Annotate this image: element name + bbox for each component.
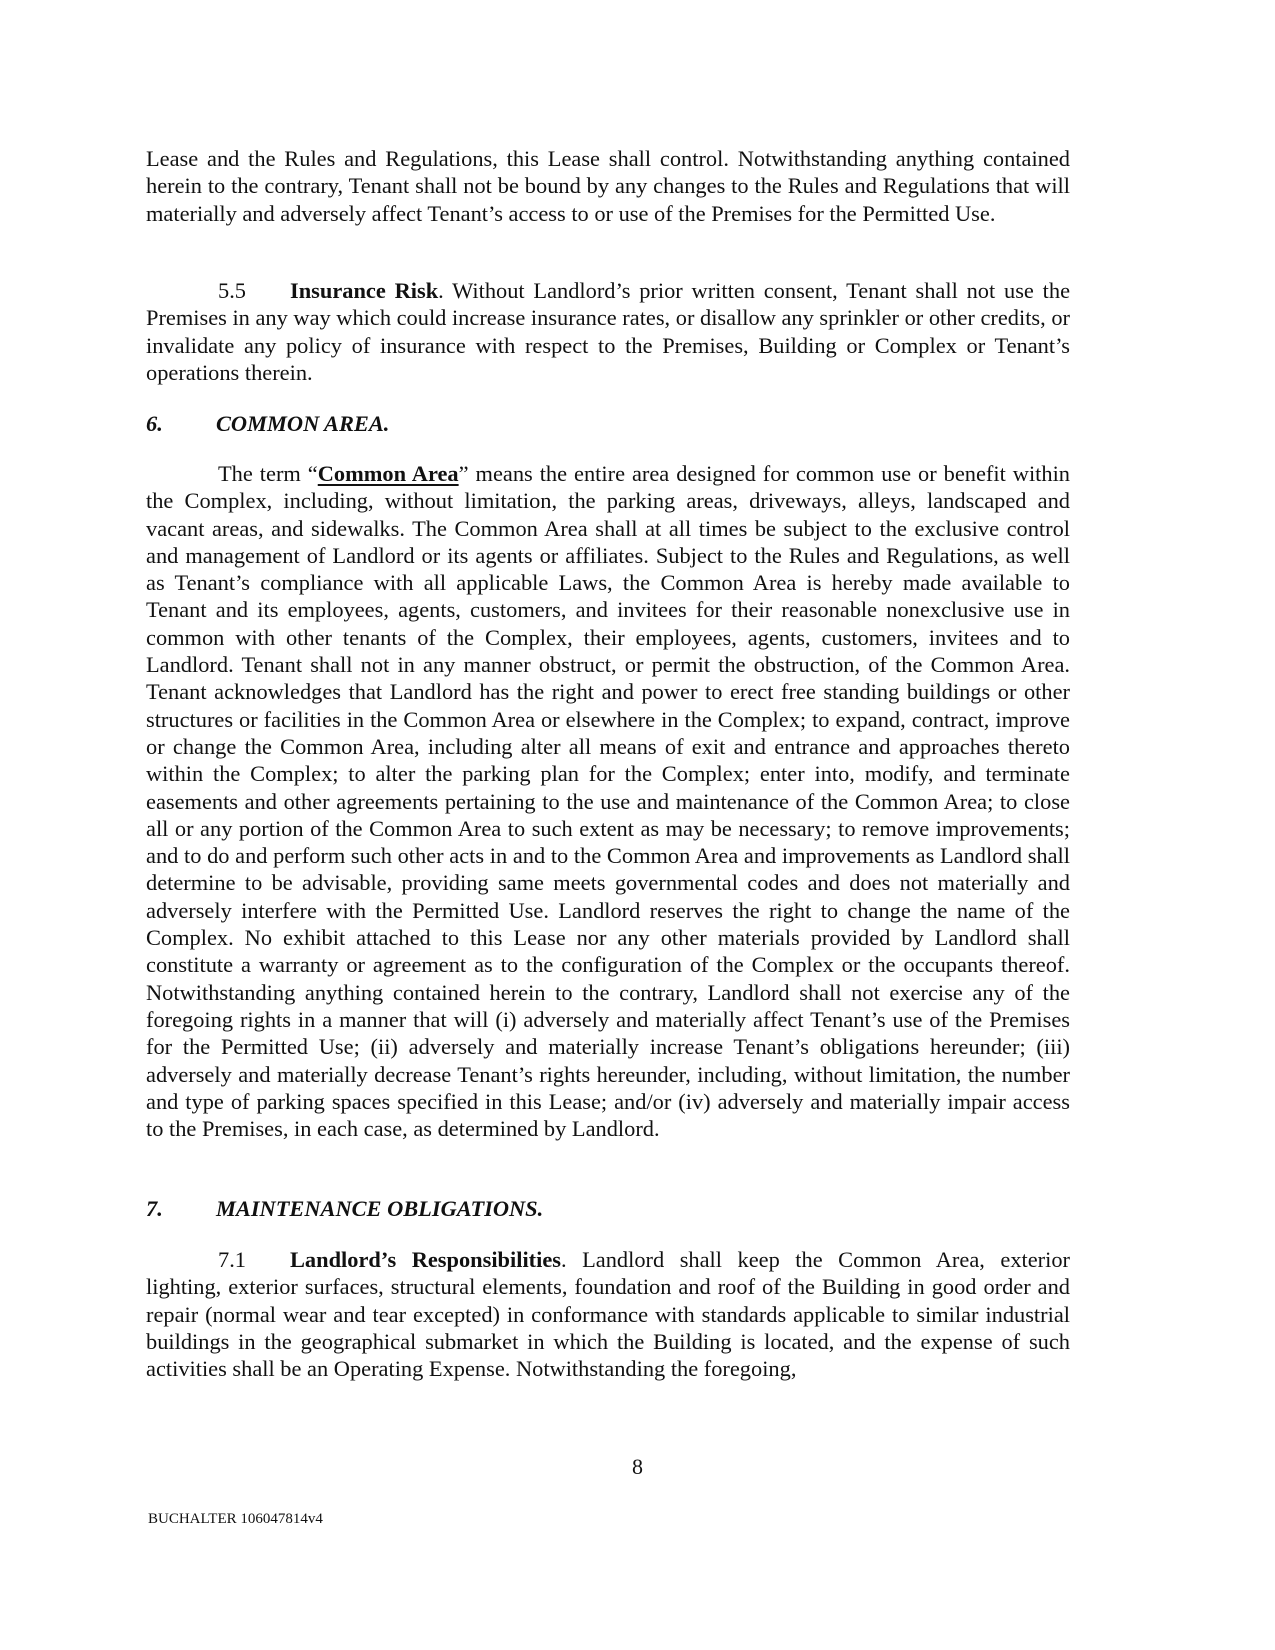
paragraph-continued-text: Lease and the Rules and Regulations, this Lease shall control. Notwithstanding anything contained herein to the contrary, Tenant shall not be bound by any changes to the Rules and Regulations that will materially and adversely affect Tenant’s access to or use of the Premises for the Permitted Use. xyxy=(146,146,1070,226)
paragraph-continued xyxy=(146,145,1070,227)
page-number: 8 xyxy=(632,1454,643,1479)
defined-term-common-area: Common Area xyxy=(317,461,459,486)
section-7-heading xyxy=(146,1195,543,1222)
section-6-text: ” means the entire area designed for common use or benefit within the Complex, including, without limitation, the parking areas, driveways, alleys, landscaped and vacant areas, and sidewalks. The Common Area shall at all times be subject to the exclusive control and management of Landlord or its agents or affiliates. Subject to the Rules and Regulations, as well as Tenant’s compliance with all applicable Laws, the Common Area is hereby made available to Tenant and its employees, agents, customers, and invitees for their reasonable nonexclusive use in common with other tenants of the Complex, their employees, agents, customers, invitees and to Landlord. Tenant shall not in any manner obstruct, or permit the obstruction, of the Common Area. Tenant acknowledges that Landlord has the right and power to erect free standing buildings or other structures or facilities in the Common Area or elsewhere in the Complex; to expand, contract, improve or change the Common Area, including alter all means of exit and entrance and approaches thereto within the Complex; to alter the parking plan for the Complex; enter into, modify, and terminate easements and other agreements pertaining to the use and maintenance of the Common Area; to close all or any portion of the Common Area to such extent as may be necessary; to remove improvements; and to do and perform such other acts in and to the Common Area and improvements as Landlord shall determine to be advisable, providing same meets governmental codes and does not materially and adversely interfere with the Permitted Use. Landlord reserves the right to change the name of the Complex. No exhibit attached to this Lease nor any other materials provided by Landlord shall constitute a warranty or agreement as to the configuration of the Complex or the occupants thereof. Notwithstanding anything contained herein to the contrary, Landlord shall not exercise any of the foregoing rights in a manner that will (i) adversely and materially affect Tenant’s use of the Premises for the Permitted Use; (ii) adversely and materially increase Tenant’s obligations hereunder; (iii) adversely and materially decrease Tenant’s rights hereunder, including, without limitation, the number and type of parking spaces specified in this Lease; and/or (iv) adversely and materially impair access to the Premises, in each case, as determined by Landlord. xyxy=(146,461,1070,1142)
section-5-5 xyxy=(146,277,1070,386)
section-6-title: COMMON AREA. xyxy=(216,411,390,436)
section-7-1-text: . Landlord shall keep the Common Area, exterior lighting, exterior surfaces, structural elements, foundation and roof of the Building in good order and repair (normal wear and tear excepted) in conformance with standards applicable to similar industrial buildings in the geographical submarket in which the Building is located, and the expense of such activities shall be an Operating Expense. Notwithstanding the foregoing, xyxy=(146,1247,1070,1382)
section-7-1-title: Landlord’s Responsibilities xyxy=(290,1247,561,1272)
section-5-5-title: Insurance Risk xyxy=(290,278,439,303)
section-6-body xyxy=(146,460,1070,1142)
footer-document-id: BUCHALTER 106047814v4 xyxy=(148,1511,323,1527)
section-7-number: 7. xyxy=(146,1196,163,1221)
section-5-5-number: 5.5 xyxy=(218,278,246,303)
section-7-1 xyxy=(146,1246,1070,1382)
section-7-1-number: 7.1 xyxy=(218,1247,246,1272)
section-6-number: 6. xyxy=(146,411,163,436)
section-6-heading xyxy=(146,410,389,437)
section-6-lead: The term “ xyxy=(218,461,318,486)
section-5-5-text: . Without Landlord’s prior written consent, Tenant shall not use the Premises in any way which could increase insurance rates, or disallow any sprinkler or other credits, or invalidate any policy of insurance with respect to the Premises, Building or Complex or Tenant’s operations therein. xyxy=(146,278,1071,385)
section-7-title: MAINTENANCE OBLIGATIONS. xyxy=(216,1196,544,1221)
